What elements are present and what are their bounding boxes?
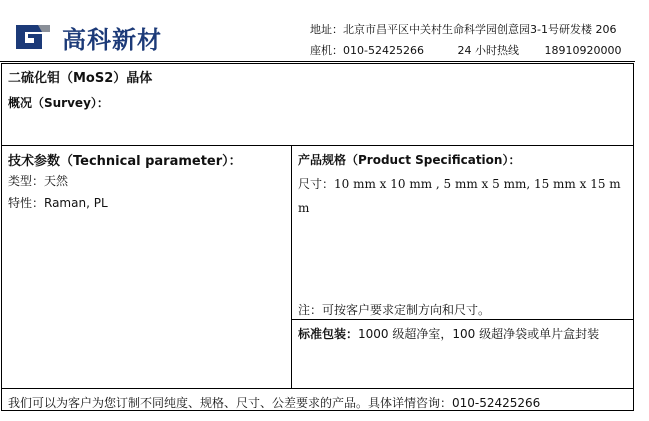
technical-type: 类型：天然 [8, 174, 69, 188]
header-divider [0, 61, 635, 62]
specification-sizes: 尺寸：10 mm x 10 mm , 5 mm x 5 mm, 15 mm x 15 mm [298, 177, 621, 215]
packaging-label: 标准包装： [298, 327, 359, 341]
contact-line [310, 42, 621, 58]
logo-mark-icon [12, 22, 54, 52]
technical-property: 特性：Raman, PL [8, 196, 108, 210]
packaging-value: 1000 级超净室，100 级超净袋或单片盒封装 [358, 327, 600, 341]
landline-number: 座机：010-52425266 [310, 44, 424, 57]
row-divider [2, 145, 633, 146]
specification-note: 注：可按客户要求定制方向和尺寸。 [298, 303, 491, 317]
packaging-divider [291, 319, 633, 320]
survey-label: 概况（Survey）： [8, 96, 109, 110]
specification-heading: 产品规格（Product Specification）： [298, 153, 521, 167]
footer-contact-text: 我们可以为客户为您订制不同纯度、规格、尺寸、公差要求的产品。具体详情咨询：010-52425266 [8, 396, 541, 410]
technical-heading: 技术参数（Technical parameter）： [8, 154, 242, 169]
product-title: 二硫化钼（MoS2）晶体 [8, 71, 153, 86]
mobile-number: 18910920000 [544, 44, 622, 57]
packaging-info [298, 325, 599, 342]
hotline-label: 24 小时热线 [457, 44, 519, 57]
company-address: 地址：北京市昌平区中关村生命科学园创意园3-1号研发楼 206 [310, 23, 617, 36]
footer-divider [2, 388, 633, 389]
company-logo [12, 22, 162, 52]
spec-sheet-table [1, 63, 634, 411]
column-divider [291, 145, 292, 388]
brand-name: 高科新材 [62, 25, 162, 54]
